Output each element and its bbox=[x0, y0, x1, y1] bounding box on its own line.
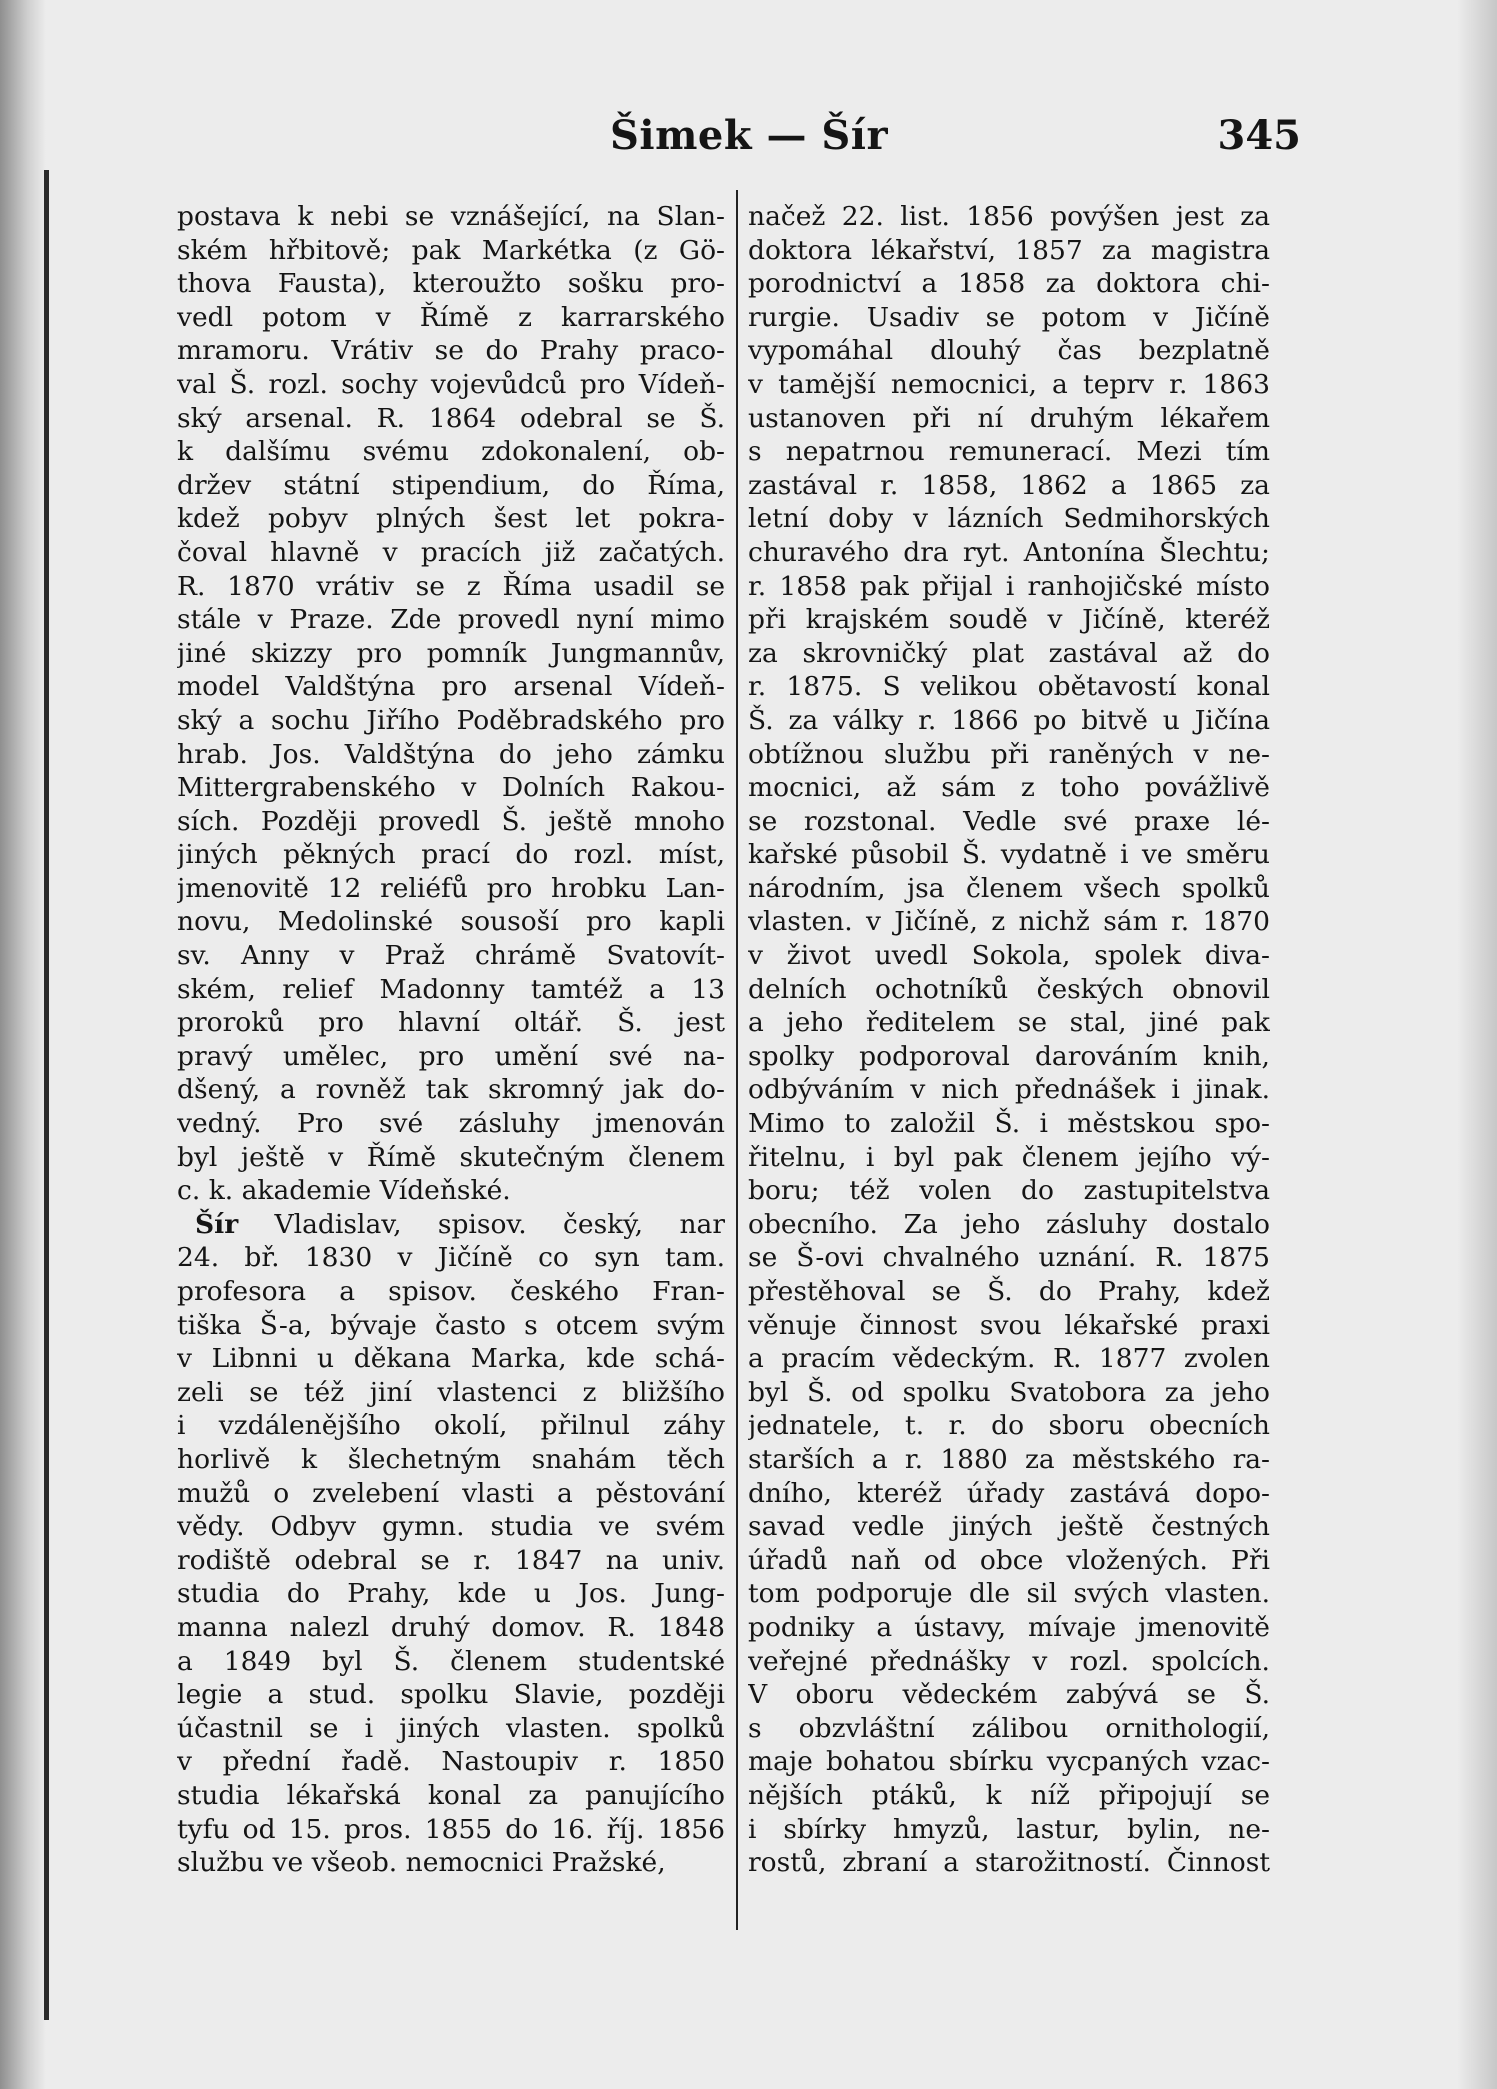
left-column bbox=[177, 200, 725, 1880]
text-line: k dalšímu svému zdokonalení, ob- bbox=[177, 436, 725, 468]
text-line: kařské působil Š. vydatně i ve směru bbox=[748, 839, 1270, 871]
text-line: r. 1875. S velikou obětavostí konal bbox=[748, 671, 1270, 703]
text-line: ský arsenal. R. 1864 odebral se Š. bbox=[177, 402, 725, 434]
text-line: odbýváním v nich přednášek i jinak. bbox=[748, 1074, 1270, 1106]
text-line: porodnictví a 1858 za doktora chi- bbox=[748, 268, 1270, 300]
text-line: i vzdálenějšího okolí, přilnul záhy bbox=[177, 1410, 725, 1442]
text-line: úřadů naň od obce vložených. Při bbox=[748, 1544, 1270, 1576]
text-line: vedný. Pro své zásluhy jmenován bbox=[177, 1108, 725, 1140]
text-line: novu, Medolinské sousoší pro kapli bbox=[177, 906, 725, 938]
text-line: spolky podporoval darováním knih, bbox=[748, 1040, 1270, 1072]
text-line: načež 22. list. 1856 povýšen jest za bbox=[748, 201, 1270, 232]
text-line: za skrovničký plat zastával až do bbox=[748, 637, 1270, 669]
text-line: rodiště odebral se r. 1847 na univ. bbox=[177, 1544, 725, 1576]
text-line: se rozstonal. Vedle své praxe lé- bbox=[748, 805, 1270, 837]
text-line: dního, kteréž úřady zastává dopo- bbox=[748, 1477, 1270, 1509]
text-line: obtížnou službu při raněných v ne- bbox=[748, 738, 1270, 770]
text-line: byl Š. od spolku Svatobora za jeho bbox=[748, 1376, 1270, 1408]
text-line: stále v Praze. Zde provedl nyní mimo bbox=[177, 604, 725, 636]
text-line: val Š. rozl. sochy vojevůdců pro Vídeň- bbox=[177, 368, 725, 400]
text-line: doktora lékařství, 1857 za magistra bbox=[748, 234, 1270, 266]
entry-first-line-text: Vladislav, spisov. český, nar bbox=[238, 1208, 725, 1240]
text-line: podniky a ústavy, mívaje jmenovitě bbox=[748, 1611, 1270, 1643]
text-line: s nepatrnou remunerací. Mezi tím bbox=[748, 436, 1270, 468]
text-line: tyfu od 15. pros. 1855 do 16. říj. 1856 bbox=[177, 1813, 725, 1845]
text-line: hrab. Jos. Valdštýna do jeho zámku bbox=[177, 738, 725, 770]
text-line: ustanoven při ní druhým lékařem bbox=[748, 402, 1270, 434]
text-line: 24. bř. 1830 v Jičíně co syn tam. bbox=[177, 1242, 725, 1274]
text-line: sích. Později provedl Š. ještě mnoho bbox=[177, 805, 725, 837]
text-line: zastával r. 1858, 1862 a 1865 za bbox=[748, 469, 1270, 501]
text-line: sv. Anny v Praž chrámě Svatovít- bbox=[177, 940, 725, 972]
text-line: jednatele, t. r. do sboru obecních bbox=[748, 1410, 1270, 1442]
text-line: v život uvedl Sokola, spolek diva- bbox=[748, 940, 1270, 972]
text-line: R. 1870 vrátiv se z Říma usadil se bbox=[177, 570, 725, 602]
text-line: Mittergrabenského v Dolních Rakou- bbox=[177, 772, 725, 804]
text-line: držev státní stipendium, do Říma, bbox=[177, 469, 725, 501]
text-line: při krajském soudě v Jičíně, kteréž bbox=[748, 604, 1270, 636]
text-line: vědy. Odbyv gymn. studia ve svém bbox=[177, 1511, 725, 1543]
text-line: r. 1858 pak přijal i ranhojičské místo bbox=[748, 570, 1270, 602]
text-line: delních ochotníků českých obnovil bbox=[748, 973, 1270, 1005]
text-line: tiška Š-a, bývaje často s otcem svým bbox=[177, 1309, 725, 1341]
text-line: čoval hlavně v pracích již začatých. bbox=[177, 536, 725, 568]
text-line: letní doby v lázních Sedmihorských bbox=[748, 503, 1270, 535]
text-line: v Libnni u děkana Marka, kde schá- bbox=[177, 1343, 725, 1375]
text-line: přestěhoval se Š. do Prahy, kdež bbox=[748, 1276, 1270, 1307]
text-line: vedl potom v Římě z karrarského bbox=[177, 301, 725, 333]
text-line: ském, relief Madonny tamtéž a 13 bbox=[177, 973, 725, 1005]
text-line: věnuje činnost svou lékařské praxi bbox=[748, 1309, 1270, 1341]
text-line: c. k. akademie Vídeňské. bbox=[177, 1175, 511, 1207]
text-line: rurgie. Usadiv se potom v Jičíně bbox=[748, 301, 1270, 333]
scan-edge-left bbox=[0, 0, 46, 2089]
text-line: ský a sochu Jiřího Poděbradského pro bbox=[177, 704, 725, 736]
text-line: obecního. Za jeho zásluhy dostalo bbox=[748, 1208, 1270, 1240]
text-line: i sbírky hmyzů, lastur, bylin, ne- bbox=[748, 1813, 1270, 1845]
text-line: jmenovitě 12 reliéfů pro hrobku Lan- bbox=[177, 872, 725, 904]
page-number: 345 bbox=[1217, 112, 1301, 159]
text-line: a 1849 byl Š. členem studentské bbox=[177, 1645, 725, 1677]
text-line: rostů, zbraní a starožitností. Činnost bbox=[748, 1847, 1270, 1879]
text-line: tom podporuje dle sil svých vlasten. bbox=[748, 1578, 1270, 1610]
text-line: a pracím vědeckým. R. 1877 zvolen bbox=[748, 1343, 1270, 1375]
text-line: starších a r. 1880 za městského ra- bbox=[748, 1443, 1270, 1475]
text-line: mramoru. Vrátiv se do Prahy praco- bbox=[177, 335, 725, 367]
text-line: horlivě k šlechetným snahám těch bbox=[177, 1443, 725, 1475]
text-line: a jeho ředitelem se stal, jiné pak bbox=[748, 1007, 1270, 1039]
text-line: studia do Prahy, kde u Jos. Jung- bbox=[177, 1578, 725, 1610]
text-line: churavého dra ryt. Antonína Šlechtu; bbox=[748, 536, 1270, 568]
text-line: model Valdštýna pro arsenal Vídeň- bbox=[177, 671, 725, 703]
text-line: ském hřbitově; pak Markétka (z Gö- bbox=[177, 234, 725, 266]
text-line: v přední řadě. Nastoupiv r. 1850 bbox=[177, 1746, 725, 1778]
text-line: veřejné přednášky v rozl. spolcích. bbox=[748, 1645, 1270, 1677]
right-column bbox=[748, 200, 1270, 1880]
running-head: Šimek — Šír bbox=[610, 112, 889, 159]
text-line: pravý umělec, pro umění své na- bbox=[177, 1040, 725, 1072]
text-line: účastnil se i jiných vlasten. spolků bbox=[177, 1712, 725, 1744]
text-line: manna nalezl druhý domov. R. 1848 bbox=[177, 1611, 725, 1643]
text-line: savad vedle jiných ještě čestných bbox=[748, 1511, 1270, 1543]
text-line: nějších ptáků, k níž připojují se bbox=[748, 1779, 1270, 1811]
text-line: profesora a spisov. českého Fran- bbox=[177, 1276, 725, 1307]
text-line: byl ještě v Římě skutečným členem bbox=[177, 1141, 725, 1173]
text-line: vlasten. v Jičíně, z nichž sám r. 1870 bbox=[748, 906, 1270, 938]
text-line: v tamější nemocnici, a teprv r. 1863 bbox=[748, 368, 1270, 400]
text-line: vypomáhal dlouhý čas bezplatně bbox=[748, 335, 1270, 367]
scan-edge-right bbox=[1457, 0, 1497, 2089]
text-line: jiné skizzy pro pomník Jungmannův, bbox=[177, 637, 725, 669]
text-line: kdež pobyv plných šest let pokra- bbox=[177, 503, 725, 535]
entry-first-line bbox=[177, 1208, 725, 1242]
text-line: thova Fausta), kteroužto sošku pro- bbox=[177, 268, 725, 300]
text-line: maje bohatou sbírku vycpaných vzac- bbox=[748, 1746, 1270, 1778]
text-line: jiných pěkných prací do rozl. míst, bbox=[177, 839, 725, 871]
text-line: službu ve všeob. nemocnici Pražské, bbox=[177, 1847, 666, 1879]
text-line: se Š-ovi chvalného uznání. R. 1875 bbox=[748, 1242, 1270, 1274]
text-line: s obzvláštní zálibou ornithologií, bbox=[748, 1712, 1270, 1744]
entry-headword: Šír bbox=[195, 1208, 239, 1240]
column-divider bbox=[736, 190, 738, 1930]
binding-line bbox=[44, 170, 49, 2020]
text-line: proroků pro hlavní oltář. Š. jest bbox=[177, 1007, 725, 1039]
text-line: dšený, a rovněž tak skromný jak do- bbox=[177, 1074, 725, 1106]
text-line: zeli se též jiní vlastenci z bližšího bbox=[177, 1376, 725, 1408]
text-line: boru; též volen do zastupitelstva bbox=[748, 1175, 1270, 1207]
text-line: řitelnu, i byl pak členem jejího vý- bbox=[748, 1141, 1270, 1173]
text-line: V oboru vědeckém zabývá se Š. bbox=[748, 1679, 1270, 1711]
text-line: národním, jsa členem všech spolků bbox=[748, 872, 1270, 904]
text-line: Mimo to založil Š. i městskou spo- bbox=[748, 1108, 1270, 1140]
text-line: studia lékařská konal za panujícího bbox=[177, 1779, 725, 1811]
text-line: mužů o zvelebení vlasti a pěstování bbox=[177, 1477, 725, 1509]
page-header bbox=[0, 108, 1497, 168]
text-line: postava k nebi se vznášející, na Slan- bbox=[177, 201, 725, 232]
text-line: legie a stud. spolku Slavie, později bbox=[177, 1679, 725, 1711]
text-line: mocnici, až sám z toho povážlivě bbox=[748, 772, 1270, 804]
text-line: Š. za války r. 1866 po bitvě u Jičína bbox=[748, 704, 1270, 736]
